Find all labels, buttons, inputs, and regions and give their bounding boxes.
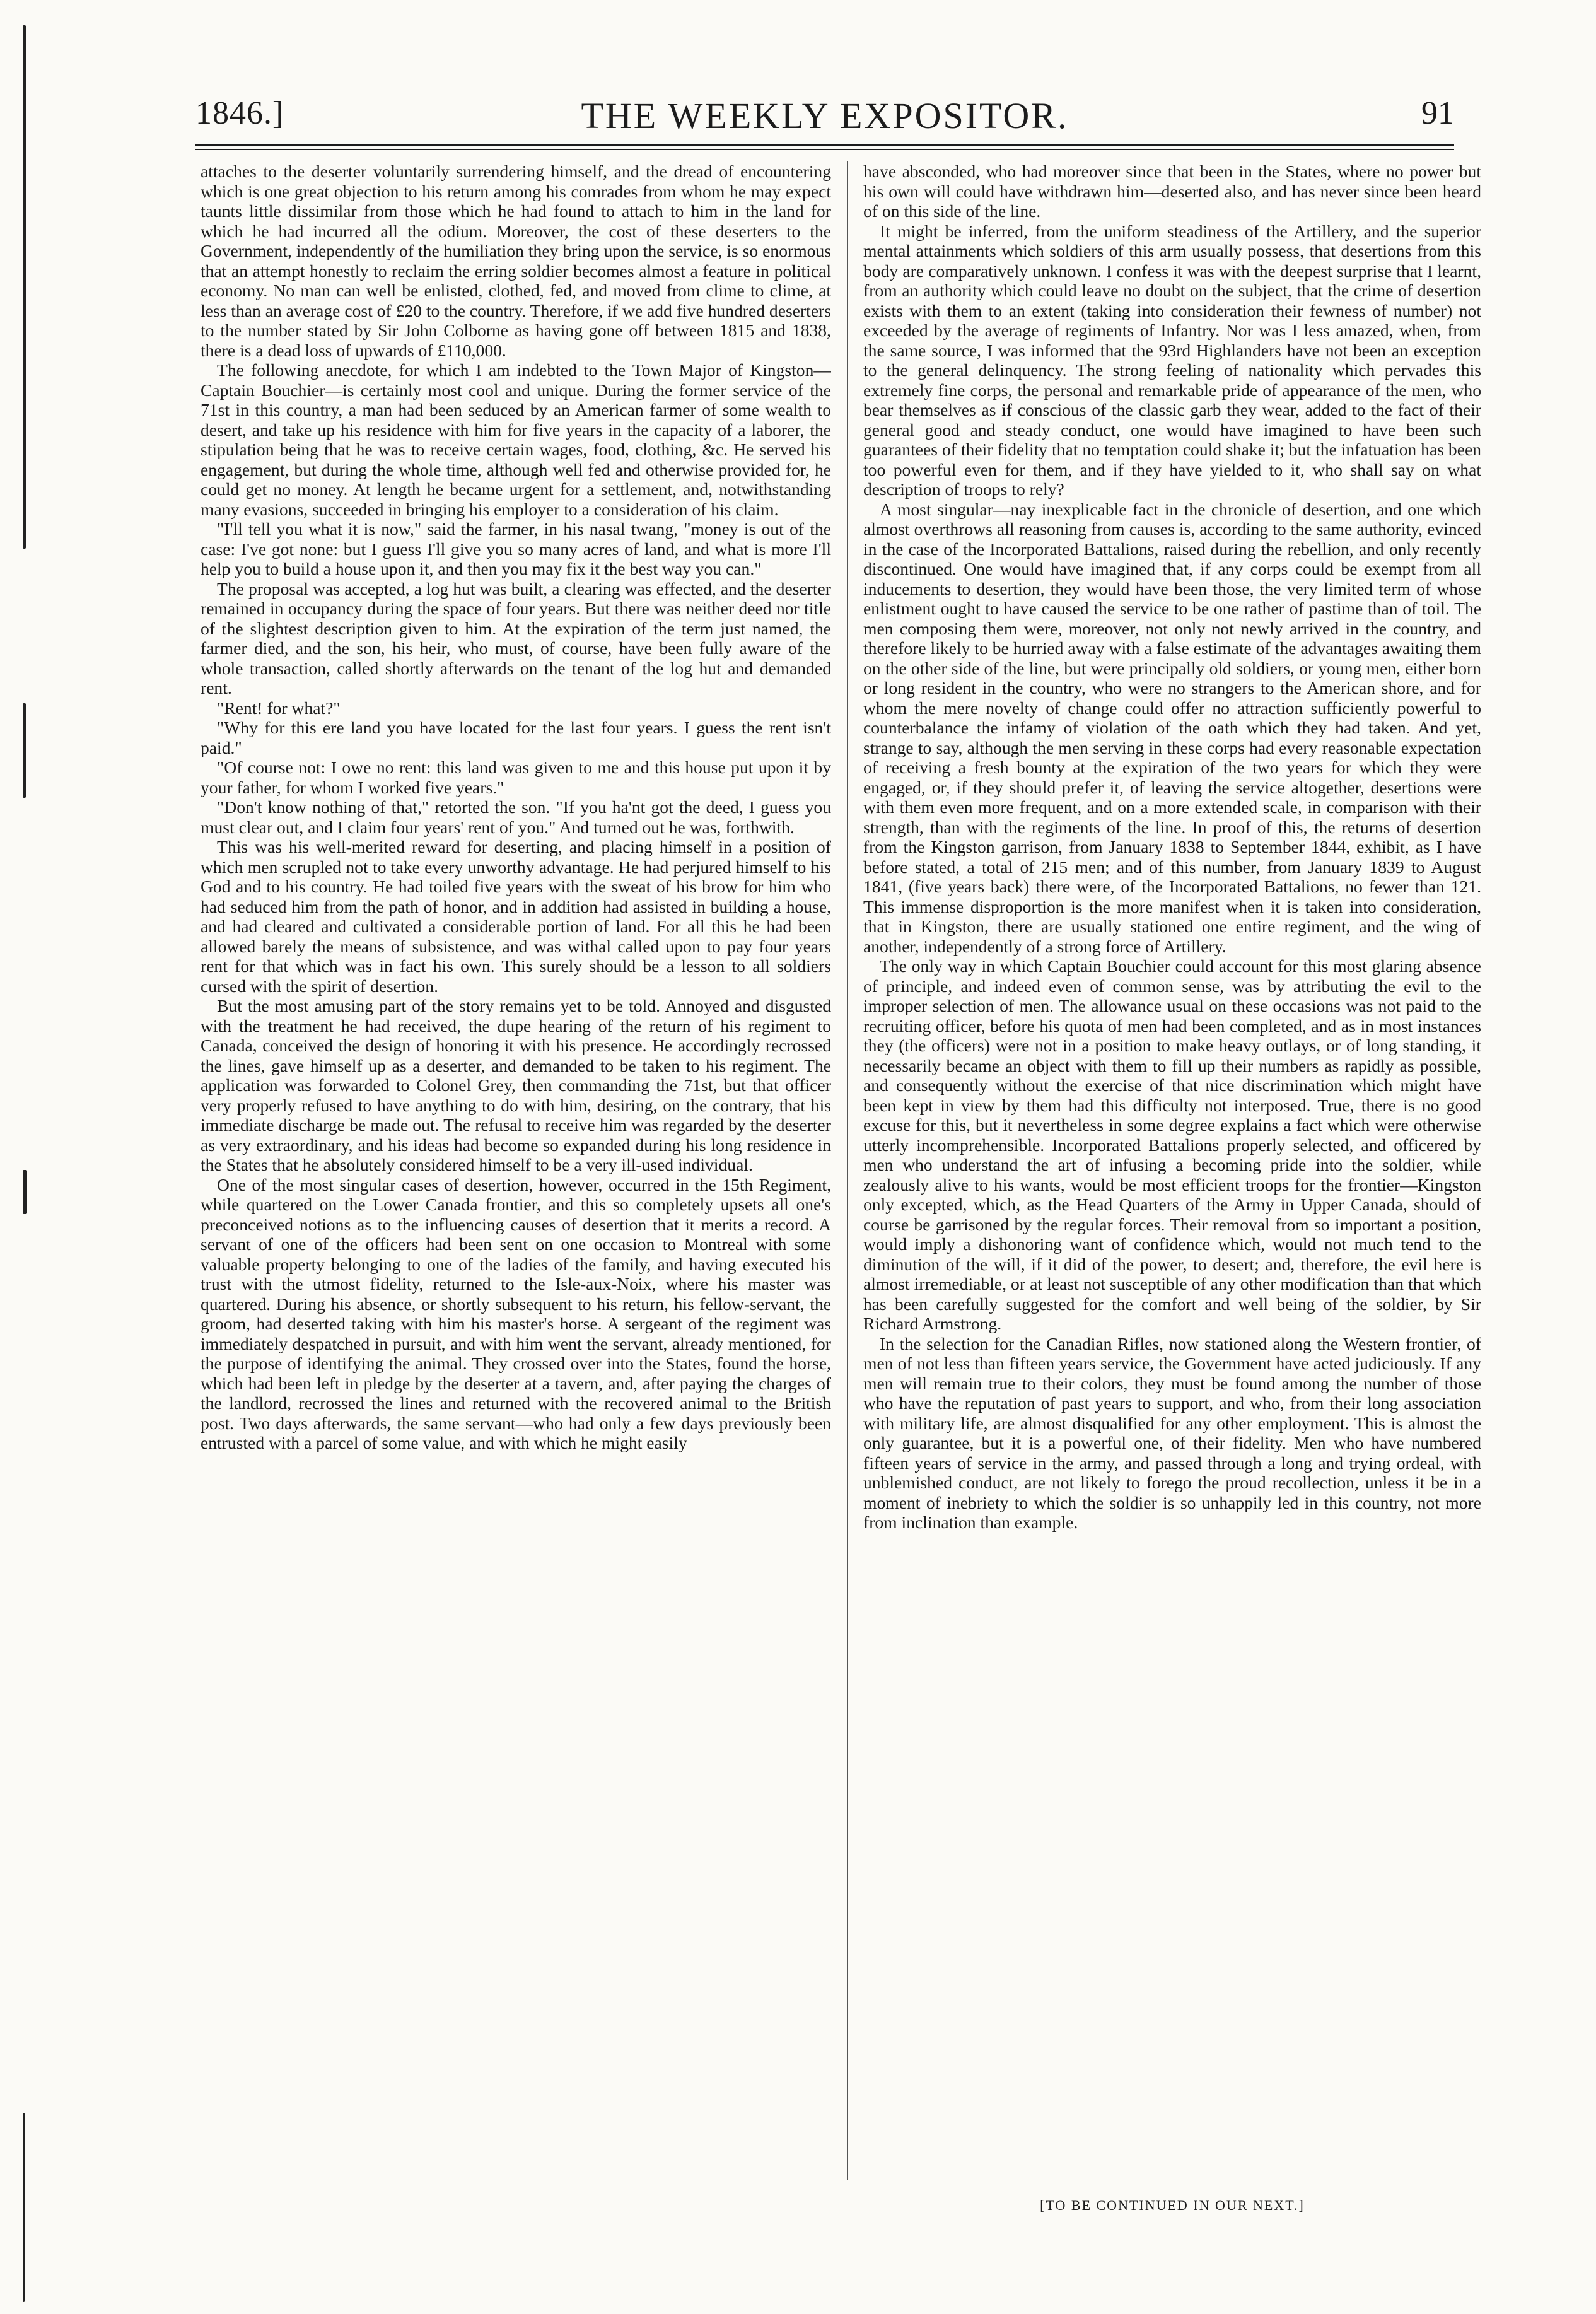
- paragraph: The only way in which Captain Bouchier could account for this most glaring absence of principle, and indeed even of common sense, was by attributing the evil to the improper selection of men. The allowance usual on these occasions was not paid to the recruiting officer, before his quota of men had been completed, and as in most instances they (the officers) were not in a position to make heavy outlays, or of long standing, it necessarily became an object with them to fill up their numbers as rapidly as possible, and consequently without the exercise of that nice discrimination which might have been kept in view by them had this difficulty not interposed. True, there is no good excuse for this, but it nevertheless in some degree explains a fact which were otherwise utterly incomprehensible. Incorporated Battalions properly selected, and officered by men who understand the art of infusing a becoming pride into the soldier, while zealously alive to his wants, would be most efficient troops for the frontier—Kingston only excepted, which, as the Head Quarters of the Army in Upper Canada, should of course be garrisoned by the regular forces. Their removal from so important a position, would imply a dishonoring want of confidence which, would not much tend to the diminution of the will, if it did of the power, to desert; and, therefore, the evil here is almost irremediable, or at least not susceptible of any other modification than that which has been carefully suggested for the comfort and well being of the soldier, by Sir Richard Armstrong.: [863, 956, 1481, 1333]
- header-year: 1846.]: [195, 95, 284, 131]
- margin-binding-mark: [23, 1170, 27, 1214]
- paragraph: A most singular—nay inexplicable fact in the chronicle of desertion, and one which almost overthrows all reasoning from causes is, according to the same authority, evinced in the case of the Incorporated Battalions, raised during the rebellion, and only recently discontinued. One would have imagined that, if any corps could be exempt from all inducements to desertion, they would have been those, the very limited term of whose enlistment ought to have caused the service to be one rather of pastime than of toil. The men composing them were, moreover, not only not newly arrived in the country, and therefore likely to be hurried away with a false estimate of the advantages awaiting them on the other side of the line, but were principally old soldiers, or young men, either born or long resident in the country, who were no strangers to the American shore, and for whom the mere novelty of change could offer no attraction sufficiently powerful to counterbalance the infamy of violation of the oath which they had taken. And yet, strange to say, although the men serving in these corps had every reasonable expectation of receiving a fresh bounty at the expiration of the two years for which they were engaged, or, if they should prefer it, of leaving the service altogether, desertions were with them even more frequent, and on a more extended scale, in comparison with their strength, than with the regiments of the line. In proof of this, the returns of desertion from the Kingston garrison, from January 1838 to September 1844, exhibit, as I have before stated, a total of 215 men; and of this number, from January 1839 to August 1841, (five years back) there were, of the Incorporated Battalions, no fewer than 121. This immense disproportion is the more manifest when it is taken into consideration, that in Kingston, there are usually stationed one entire regiment, and the wing of another, independently of a strong force of Artillery.: [863, 499, 1481, 956]
- paragraph: This was his well-merited reward for deserting, and placing himself in a position of which men scrupled not to take every unworthy advantage. He had perjured himself to his God and to his country. He had toiled five years with the sweat of his brow for him who had seduced him from the path of honor, and in addition had assisted in building a house, and had cleared and cultivated a considerable portion of land. For all this he had been allowed barely the means of subsistence, and was withal called upon to pay four years rent for that which was in fact his own. This surely should be a lesson to all soldiers cursed with the spirit of desertion.: [201, 837, 831, 996]
- right-column: [863, 161, 1481, 2224]
- margin-binding-mark: [23, 703, 26, 798]
- page-header: [195, 95, 1454, 145]
- header-rule-thin: [195, 149, 1454, 150]
- paragraph: "Don't know nothing of that," retorted the son. "If you ha'nt got the deed, I guess you must clear out, and I claim four years' rent of you." And turned out he was, forthwith.: [201, 797, 831, 837]
- column-divider: [847, 161, 848, 2180]
- margin-binding-mark: [23, 25, 26, 549]
- left-column: [201, 161, 831, 2224]
- paragraph: The proposal was accepted, a log hut was built, a clearing was effected, and the deserter remained in occupancy during the space of four years. But there was neither deed nor title of the slightest description given to him. At the expiration of the term just named, the farmer died, and the son, his heir, who must, of course, have been fully aware of the whole transaction, called shortly afterwards on the tenant of the log hut and demanded rent.: [201, 578, 831, 698]
- paragraph: "I'll tell you what it is now," said the farmer, in his nasal twang, "money is out of the case: I've got none: but I guess I'll give you so many acres of land, and what is more I'll help you to build a house upon it, and then you may fix it the best way you can.": [201, 519, 831, 578]
- paragraph: It might be inferred, from the uniform steadiness of the Artillery, and the superior mental attainments which soldiers of this arm usually possess, that desertions from this body are comparatively unknown. I confess it was with the deepest surprise that I learnt, from an authority which could leave no doubt on the subject, that the crime of desertion exists with them to an extent (taking into consideration their fewness of number) not exceeded by the average of regiments of Infantry. Nor was I less amazed, when, from the same source, I was informed that the 93rd Highlanders have not been an exception to the general delinquency. The strong feeling of nationality which pervades this extremely fine corps, the personal and remarkable pride of appearance of the men, who bear themselves as if conscious of the classic garb they wear, added to the fact of their general good and steady conduct, one would have imagined to have been such guarantees of their fidelity that no temptation could shake it; but the infatuation has been too powerful even for them, and if they have yielded to it, who shall say on what description of troops to rely?: [863, 221, 1481, 499]
- paragraph: The following anecdote, for which I am indebted to the Town Major of Kingston—Captain Bouchier—is certainly most cool and unique. During the former service of the 71st in this country, a man had been seduced by an American farmer of some wealth to desert, and take up his residence with him for five years in the capacity of a laborer, the stipulation being that he was to receive certain wages, food, clothing, &c. He served his engagement, but during the whole time, although well fed and otherwise provided for, he could get no money. At length he became urgent for a settlement, and, notwithstanding many evasions, succeeded in bringing his employer to a consideration of his claim.: [201, 360, 831, 519]
- margin-binding-mark: [23, 2113, 25, 2302]
- paragraph: have absconded, who had moreover since that been in the States, where no power but his own will could have withdrawn him—deserted also, and has never since been heard of on this side of the line.: [863, 161, 1481, 221]
- continued-note: [TO BE CONTINUED IN OUR NEXT.]: [1040, 2197, 1305, 2213]
- paragraph: One of the most singular cases of desertion, however, occurred in the 15th Regiment, while quartered on the Lower Canada frontier, and this so completely upsets all one's preconceived notions as to the influencing causes of desertion that it merits a record. A servant of one of the officers had been sent on one occasion to Montreal with some valuable property belonging to one of the ladies of the family, and having executed his trust with the utmost fidelity, returned to the Isle-aux-Noix, where his master was quartered. During his absence, or shortly subsequent to his return, his fellow-servant, the groom, had deserted taking with him his master's horse. A sergeant of the regiment was immediately despatched in pursuit, and with him went the servant, already mentioned, for the purpose of identifying the animal. They crossed over into the States, found the horse, which had been left in pledge by the deserter at a tavern, and, after paying the charges of the landlord, recrossed the lines and returned with the recovered animal to the British post. Two days afterwards, the same servant—who had only a few days previously been entrusted with a parcel of some value, and with which he might easily: [201, 1174, 831, 1452]
- header-rule: [195, 144, 1454, 146]
- paragraph: "Why for this ere land you have located for the last four years. I guess the rent isn't paid.": [201, 718, 831, 757]
- page-number: 91: [1421, 95, 1454, 131]
- paragraph: attaches to the deserter voluntarily surrendering himself, and the dread of encountering which is one great objection to his return among his comrades from whom he may expect taunts little dissimilar from those which he had found to attach to him in the land for which he had incurred all the odium. Moreover, the cost of these deserters to the Government, independently of the humiliation they bring upon the service, is so enormous that an attempt honestly to reclaim the erring soldier becomes almost a feature in political economy. No man can well be enlisted, clothed, fed, and moved from clime to clime, at less than an average cost of £20 to the country. Therefore, if we add five hundred deserters to the number stated by Sir John Colborne as having gone off between 1815 and 1838, there is a dead loss of upwards of £110,000.: [201, 161, 831, 360]
- paragraph: "Rent! for what?": [217, 698, 341, 718]
- paragraph: But the most amusing part of the story remains yet to be told. Annoyed and disgusted with the treatment he had received, the dupe hearing of the return of his regiment to Canada, conceived the design of honoring it with his presence. He accordingly recrossed the lines, gave himself up as a deserter, and demanded to be taken to his regiment. The application was forwarded to Colonel Grey, then commanding the 71st, but that officer very properly refused to have anything to do with him, desiring, on the contrary, that his immediate discharge be made out. The refusal to receive him was regarded by the deserter as very extraordinary, and his ideas had become so expanded during his long residence in the States that he absolutely considered himself to be a very ill-used individual.: [201, 996, 831, 1174]
- paragraph: In the selection for the Canadian Rifles, now stationed along the Western frontier, of men of not less than fifteen years service, the Government have acted judiciously. If any men will remain true to their colors, they must be found among the number of those who have the reputation of past years to support, and who, from their long association with military life, are almost disqualified for any other employment. This is almost the only guarantee, but it is a powerful one, of their fidelity. Men who have numbered fifteen years of service in the army, and passed through a long and trying ordeal, with unblemished conduct, are not likely to forego the proud recollection, unless it be in a moment of inebriety to which the soldier is so unhappily led in this country, not more from inclination than example.: [863, 1333, 1481, 1532]
- publication-title: THE WEEKLY EXPOSITOR.: [581, 95, 1069, 136]
- paragraph: "Of course not: I owe no rent: this land was given to me and this house put upon it by your father, for whom I worked five years.": [201, 757, 831, 797]
